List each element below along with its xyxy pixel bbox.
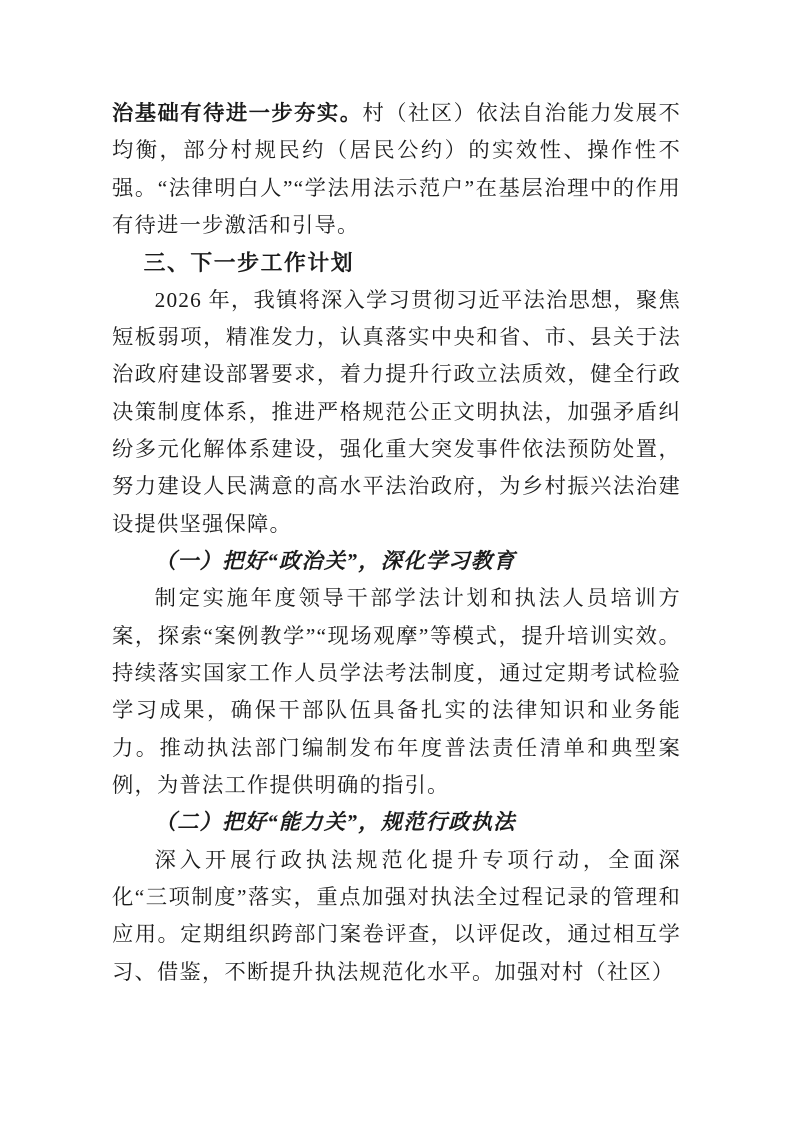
- continuation-text: 村（社区）依法自治能力发展不均衡，部分村规民约（居民公约）的实效性、操作性不强。“法律明白人”“学法用法示范户”在基层治理中的作用有待进一步激活和引导。: [112, 101, 681, 237]
- section-heading: 三、下一步工作计划: [143, 250, 355, 276]
- subsection-1-paragraph: 制定实施年度领导干部学法计划和执法人员培训方案，探索“案例教学”“现场观摩”等模式，提升培训实效。持续落实国家工作人员学法考法制度，通过定期考试检验学习成果，确保干部队伍具备扎实的法律知识和业务能力。推动执法部门编制发布年度普法责任清单和典型案例，为普法工作提供明确的指引。: [112, 586, 681, 797]
- subsection-2-paragraph: 深入开展行政执法规范化提升专项行动，全面深化“三项制度”落实，重点加强对执法全过程记录的管理和应用。定期组织跨部门案卷评查，以评促改，通过相互学习、借鉴，不断提升执法规范化水平。加强对村（社区）: [112, 847, 681, 984]
- bold-lead-text: 治基础有待进一步夯实。: [112, 101, 363, 125]
- subsection-1-heading: （一）把好“政治关”，深化学习教育: [154, 548, 516, 573]
- subsection-2-heading: （二）把好“能力关”，规范行政执法: [154, 810, 516, 835]
- intro-paragraph: 2026 年，我镇将深入学习贯彻习近平法治思想，聚焦短板弱项，精准发力，认真落实中央和省、市、县关于法治政府建设部署要求，着力提升行政立法质效，健全行政决策制度体系，推进严格规范公正文明执法，加强矛盾纠纷多元化解体系建设，强化重大突发事件依法预防处置，努力建设人民满意的高水平法治政府，为乡村振兴法治建设提供坚强保障。: [112, 287, 681, 536]
- continuation-paragraph: [112, 95, 681, 244]
- page-content: [112, 95, 681, 991]
